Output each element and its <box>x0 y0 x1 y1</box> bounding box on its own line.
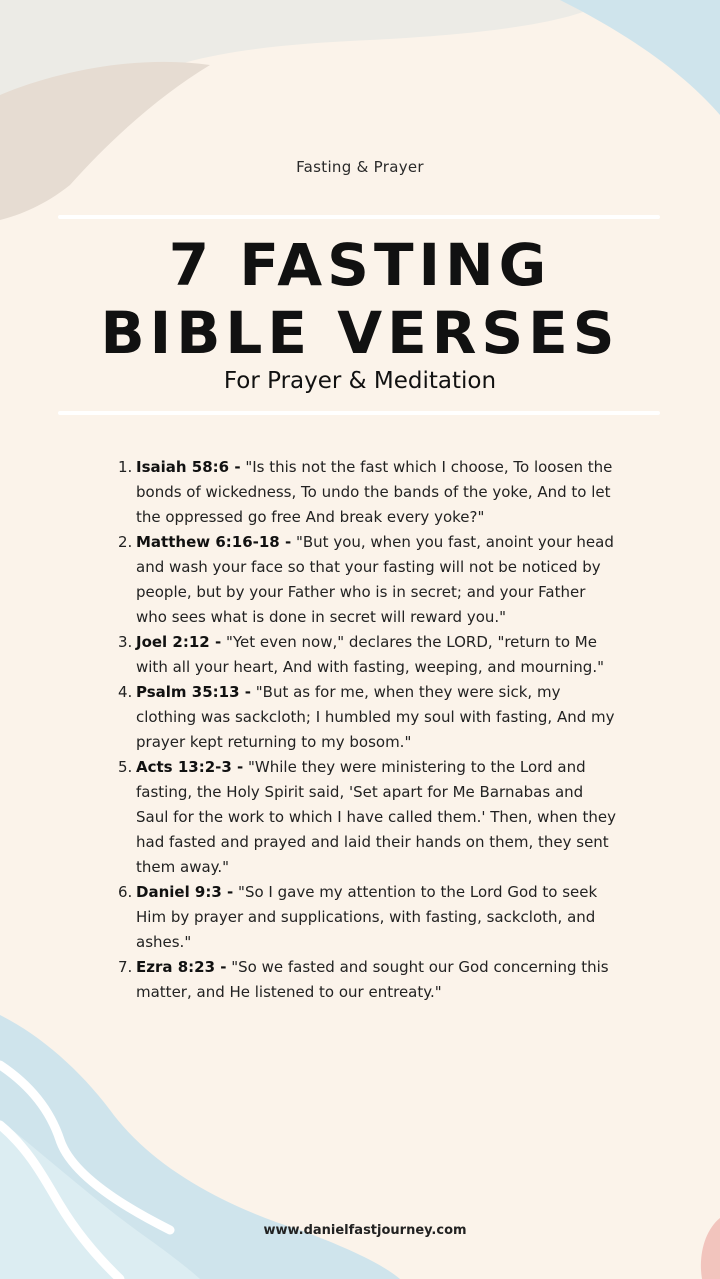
subtitle: For Prayer & Meditation <box>223 368 497 394</box>
verse-text: "Is this not the fast which I choose, To loosen the bonds of wickedness, To undo the bands of the yoke, And to let the oppressed go free And break every yoke?" <box>136 458 613 526</box>
verse-reference: Acts 13:2-3 - <box>136 758 244 776</box>
title-line-2: BIBLE VERSES <box>100 299 620 367</box>
verse-number: 4. <box>118 683 133 701</box>
bottom-divider <box>58 411 660 415</box>
verse-text: "So I gave my attention to the Lord God to seek Him by prayer and supplications, with fasting, sackcloth, and ashes." <box>136 883 598 951</box>
verse-text: "While they were ministering to the Lord and fasting, the Holy Spirit said, 'Set apart for Me Barnabas and Saul for the work to which I have called them.' Then, when they had fasted and prayed and laid their hands on them, they sent them away." <box>136 758 616 876</box>
verse-list <box>118 455 618 1005</box>
verse-item <box>118 755 618 880</box>
website-url: www.danielfastjourney.com <box>263 1223 467 1238</box>
verse-reference: Joel 2:12 - <box>136 633 222 651</box>
top-divider <box>58 215 660 219</box>
verse-item <box>118 455 618 530</box>
verse-number: 6. <box>118 883 133 901</box>
verse-reference: Psalm 35:13 - <box>136 683 251 701</box>
verse-number: 1. <box>118 458 133 476</box>
verse-number: 3. <box>118 633 133 651</box>
verse-reference: Ezra 8:23 - <box>136 958 227 976</box>
verse-text: "Yet even now," declares the LORD, "return to Me with all your heart, And with fasting, weeping, and mourning." <box>136 633 604 676</box>
verse-number: 2. <box>118 533 133 551</box>
title-line-1: 7 FASTING <box>168 231 552 299</box>
verse-item <box>118 630 618 680</box>
verse-number: 5. <box>118 758 133 776</box>
verse-number: 7. <box>118 958 133 976</box>
verse-text: "But as for me, when they were sick, my clothing was sackcloth; I humbled my soul with fasting, And my prayer kept returning to my bosom." <box>136 683 615 751</box>
verse-text: "But you, when you fast, anoint your head and wash your face so that your fasting will not be noticed by people, but by your Father who is in secret; and your Father who sees what is done in secret will reward you." <box>136 533 614 626</box>
verse-item <box>118 880 618 955</box>
verse-item <box>118 680 618 755</box>
verse-item <box>118 955 618 1005</box>
verse-reference: Daniel 9:3 - <box>136 883 234 901</box>
verse-reference: Matthew 6:16-18 - <box>136 533 292 551</box>
verse-item <box>118 530 618 630</box>
verse-reference: Isaiah 58:6 - <box>136 458 241 476</box>
category-label: Fasting & Prayer <box>296 158 424 176</box>
verse-text: "So we fasted and sought our God concerning this matter, and He listened to our entreaty." <box>136 958 609 1001</box>
